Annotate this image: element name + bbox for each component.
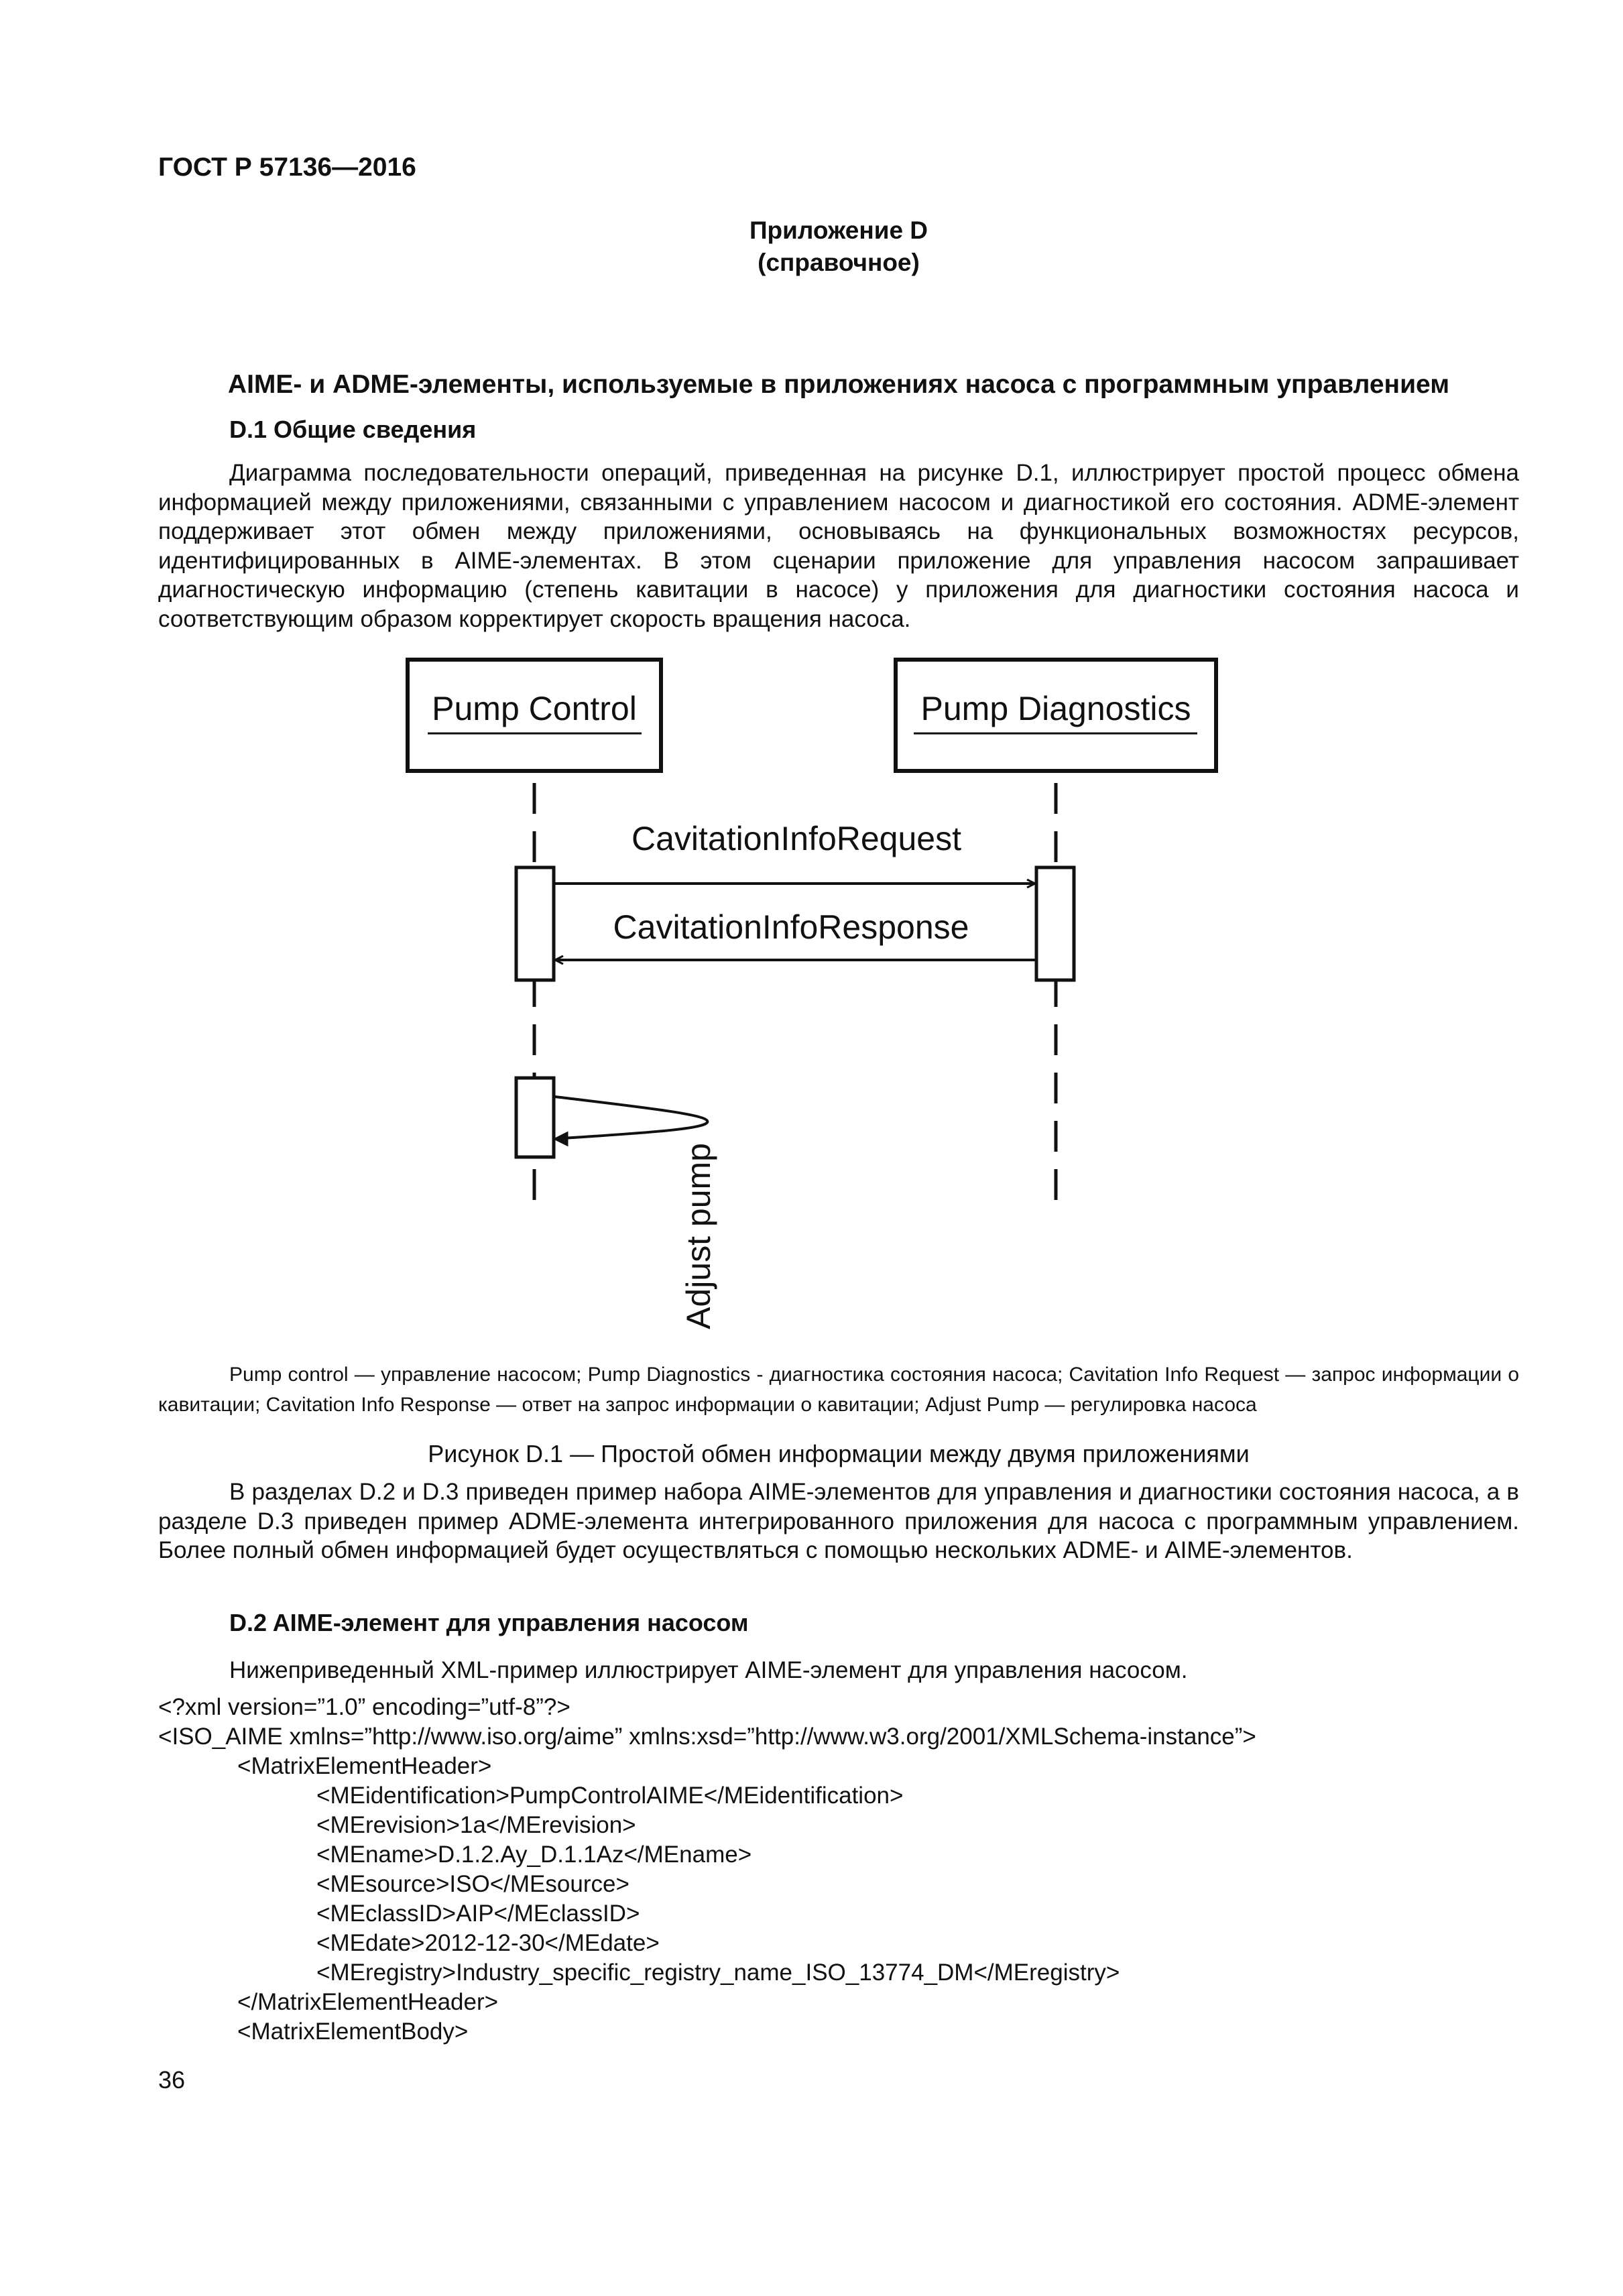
code-line: <MatrixElementBody> (237, 2018, 469, 2045)
section-d1-heading: D.1 Общие сведения (229, 416, 477, 443)
code-line: <ISO_AIME xmlns=”http://www.iso.org/aime” xmlns:xsd=”http://www.w3.org/2001/XMLSchema-instance”> (158, 1724, 1256, 1750)
self-message-label: Adjust pump (680, 1143, 717, 1329)
activation-bar-control (516, 867, 554, 980)
appendix-title: Приложение D (749, 217, 928, 244)
code-line: <MErevision>1a</MErevision> (316, 1812, 636, 1838)
figure-caption: Рисунок D.1 — Простой обмен информации между двумя приложениями (428, 1440, 1250, 1467)
appendix-heading: AIME- и ADME-элементы, используемые в приложениях насоса с программным управлением (227, 370, 1450, 399)
code-line: <MEsource>ISO</MEsource> (316, 1871, 629, 1897)
code-line: <MEclassID>AIP</MEclassID> (316, 1900, 640, 1927)
self-message-adjust (555, 1097, 717, 1329)
participant-label: Pump Control (432, 690, 637, 727)
participant-label: Pump Diagnostics (920, 690, 1191, 727)
standard-header: ГОСТ Р 57136—2016 (158, 153, 416, 182)
code-line: <?xml version=”1.0” encoding=”utf-8”?> (158, 1694, 570, 1720)
section-d2-intro: Нижеприведенный XML-пример иллюстрирует AIME-элемент для управления насосом. (229, 1657, 1188, 1683)
code-line: <MEdate>2012-12-30</MEdate> (316, 1930, 660, 1956)
code-line: <MEname>D.1.2.Ay_D.1.1Az</MEname> (316, 1841, 752, 1868)
paragraph-2: В разделах D.2 и D.3 приведен пример набора AIME-элементов для управления и диагностики состояния насоса, а в разделе D.3 приведен пример ADME-элемента интегрированного приложения для насоса с программным управлением. Более полный обмен информацией будет осуществляться с помощью нескольких ADME- и AIME-элементов. (158, 1479, 1519, 1563)
section-d2-heading: D.2 AIME-элемент для управления насосом (229, 1609, 749, 1636)
code-line: <MEregistry>Industry_specific_registry_name_ISO_13774_DM</MEregistry> (316, 1959, 1120, 1986)
code-line: <MatrixElementHeader> (237, 1753, 492, 1779)
activation-bar-diagnostics (1036, 867, 1074, 980)
page-number: 36 (158, 2066, 186, 2094)
activation-bar-adjust (516, 1078, 554, 1157)
code-line: </MatrixElementHeader> (237, 1989, 499, 2015)
section-d1-paragraph: Диаграмма последовательности операций, приведенная на рисунке D.1, иллюстрирует простой процесс обмена информацией между приложениями, связанными с управлением насосом и диагностикой его состояния. ADME-элемент поддерживает этот обмен между приложениями, основываясь на функциональных возможностях ресурсов, идентифицированных в AIME-элементах. В этом сценарии приложение для управления насосом запрашивает диагностическую информацию (степень кавитации в насосе) у приложения для диагностики состояния насоса и соответствующим образом корректирует скорость вращения насоса. (158, 460, 1519, 632)
participant-pump-diagnostics (896, 660, 1216, 771)
xml-code-block (158, 1693, 1256, 2047)
figure-legend: Pump control — управление насосом; Pump Diagnostics - диагностика состояния насоса; Cavitation Info Request — запрос информации о кавитации; Cavitation Info Response — ответ на запрос информации о кавитации; Adjust Pump — регулировка насоса (158, 1364, 1519, 1416)
message-request (555, 820, 1035, 884)
message-response (555, 908, 1035, 960)
participant-pump-control (408, 660, 661, 771)
message-label: CavitationInfoRequest (632, 820, 961, 857)
code-line: <MEidentification>PumpControlAIME</MEidentification> (316, 1783, 904, 1809)
message-label: CavitationInfoResponse (613, 908, 969, 946)
appendix-type: (справочное) (758, 249, 920, 276)
